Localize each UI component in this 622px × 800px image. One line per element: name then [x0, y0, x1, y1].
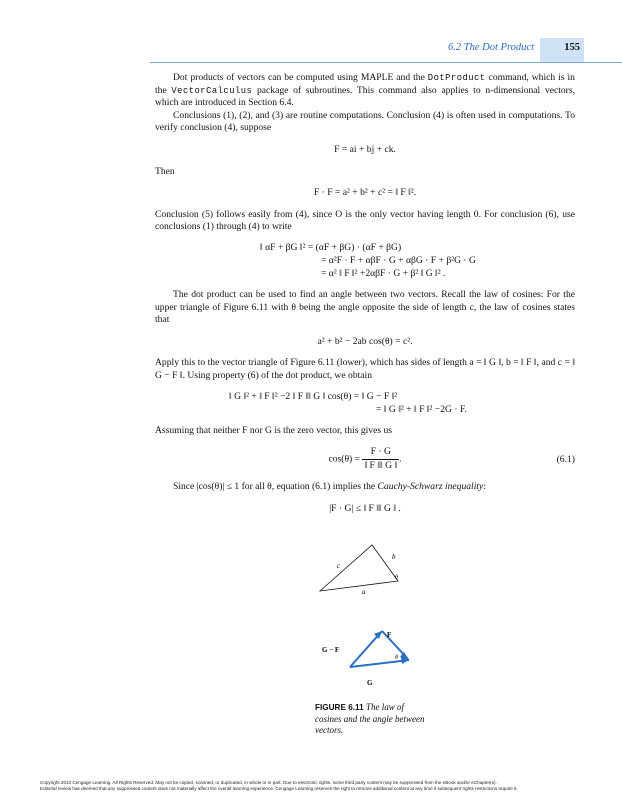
- footer-line1: Copyright 2010 Cengage Learning. All Rights Reserved. May not be copied, scanned, or duplicated, in whole or in part. Due to electronic rights, some third party content may be suppressed from the eBook and/or eChapter(s).: [40, 780, 497, 785]
- label-theta-upper: θ: [395, 575, 398, 581]
- main-text: [155, 72, 575, 524]
- paragraph-conclusion5: Conclusion (5) follows easily from (4), since O is the only vector having length 0. For conclusion (6), use conclusions (1) through (4) to write: [155, 208, 575, 233]
- para7-text-a: Since |cos(θ)| ≤ 1 for all θ, equation (6.1) implies the: [173, 481, 378, 493]
- footer-line2: Editorial review has deemed that any suppressed content does not materially affect the overall learning experience. Cengage Learning reserves the right to remove additional content at any time if subsequent rights restrictions require it.: [40, 786, 518, 791]
- para1-text-c: package of subroutines. This command also applies to n-dimensional vectors, which are introduced in Section 6.4.: [155, 84, 575, 109]
- paragraph-conclusions: Conclusions (1), (2), and (3) are routine computations. Conclusion (4) is often used in computations. To verify conclusion (4), suppose: [155, 109, 575, 134]
- aligned-equations-2: [229, 391, 575, 417]
- paragraph-law-of-cosines: The dot product can be used to find an angle between two vectors. Recall the law of cosines: For the upper triangle of Figure 6.11 with θ being the angle opposite the side of length c, the law of cosines states that: [155, 288, 575, 326]
- para7-text-b: :: [483, 481, 486, 493]
- paragraph-apply: Apply this to the vector triangle of Figure 6.11 (lower), which has sides of length a = ‖ G ‖, b = ‖ F ‖, and c = ‖ G − F ‖. Using property (6) of the dot product, we obtain: [155, 357, 575, 381]
- vector-g: [350, 660, 409, 667]
- equation-6-1: [155, 446, 575, 472]
- vectorcalculus-package: VectorCalculus: [171, 85, 253, 96]
- label-f: F: [387, 631, 392, 639]
- dotproduct-command: DotProduct: [427, 73, 486, 83]
- label-g-minus-f: G − F: [322, 646, 340, 654]
- eq61-fraction: [362, 446, 402, 472]
- section-title: 6.2 The Dot Product: [448, 42, 534, 53]
- equation-F: F = ai + bj + ck.: [334, 143, 396, 155]
- label-c: c: [337, 562, 341, 570]
- figure-6-11: [310, 535, 430, 695]
- equation-cauchy-schwarz: |F · G| ≤ ‖ F ‖‖ G ‖ .: [329, 502, 401, 514]
- para1-text-b: command, which is in the: [155, 72, 575, 96]
- equation-FF: F · F = a² + b² + c² = ‖ F ‖².: [313, 187, 417, 199]
- caption-head: FIGURE 6.11: [315, 703, 364, 712]
- label-theta-lower: θ: [395, 655, 398, 661]
- upper-triangle: [320, 545, 398, 591]
- label-a: a: [362, 588, 366, 596]
- equation-law-of-cosines: a² + b² − 2ab cos(θ) = c².: [317, 335, 413, 347]
- align2-line2: = ‖ G ‖² + ‖ F ‖² −2G · F.: [376, 403, 467, 415]
- cauchy-schwarz-term: Cauchy-Schwarz inequality: [377, 481, 484, 493]
- align2-line1: ‖ G ‖² + ‖ F ‖² −2 ‖ F ‖‖ G ‖ cos(θ) = ‖ G − F ‖²: [229, 390, 398, 402]
- page-number: 155: [564, 42, 580, 53]
- eq61-tail: .: [399, 453, 402, 465]
- eq61-lhs: cos(θ) =: [328, 453, 361, 465]
- align1-line2: = α²F · F + αβF · G + αβG · F + β²G · G: [321, 254, 476, 266]
- copyright-footer: [40, 780, 600, 792]
- label-g: G: [367, 679, 373, 687]
- label-b: b: [392, 553, 396, 561]
- aligned-equations-1: [260, 242, 575, 281]
- header-rule: [150, 62, 622, 63]
- para1-text-a: Dot products of vectors can be computed using MAPLE and the: [173, 72, 428, 83]
- align1-line3: = α² ‖ F ‖² +2αβF · G + β² ‖ G ‖² .: [321, 267, 446, 279]
- eq61-denominator: ‖ F ‖‖ G ‖: [364, 459, 398, 471]
- paragraph-cauchy-schwarz: [155, 481, 575, 494]
- paragraph-maple: [155, 72, 575, 110]
- then-text: Then: [155, 165, 175, 177]
- figure-caption: [315, 702, 425, 737]
- paragraph-assuming: Assuming that neither F nor G is the zero vector, this gives us: [155, 424, 393, 436]
- caption-text: The law of cosines and the angle between vectors.: [315, 702, 425, 735]
- equation-label: (6.1): [556, 454, 575, 466]
- align1-line1: ‖ αF + βG ‖² = (αF + βG) · (αF + βG): [260, 241, 402, 253]
- page-header: [0, 38, 622, 60]
- eq61-numerator: F · G: [362, 446, 399, 460]
